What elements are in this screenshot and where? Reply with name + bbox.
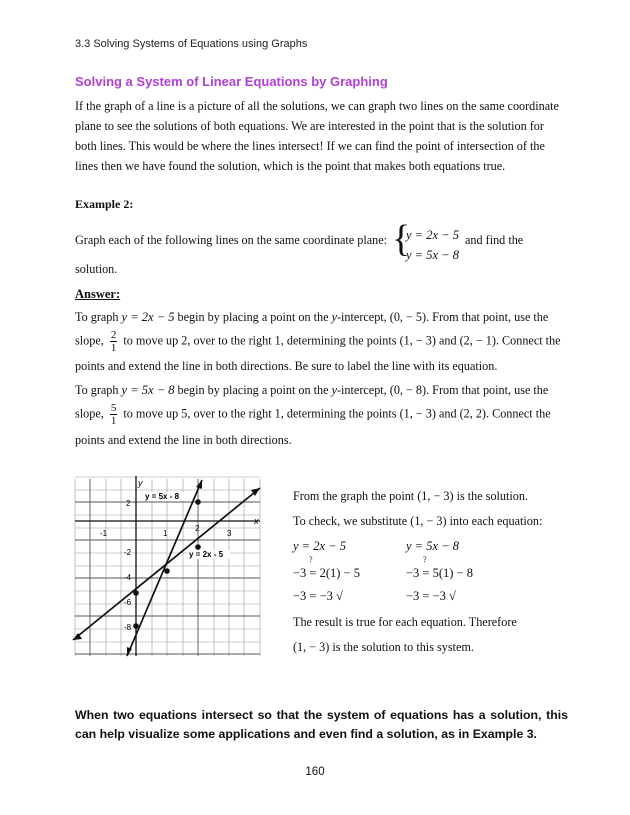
system-graph <box>70 474 270 660</box>
step1-line1 <box>75 309 570 325</box>
prompt-end: solution. <box>75 262 118 276</box>
point-2-neg1 <box>195 544 201 550</box>
y-axis-label: y <box>138 478 143 488</box>
tick-x-neg1: -1 <box>100 529 108 538</box>
step2-slope-word: slope, <box>75 406 104 421</box>
check-res1: −3 = −3 √ <box>293 589 343 603</box>
check-sub1: −3 = 2(1) − 5 <box>293 566 360 580</box>
example-label: Example 2: <box>75 197 134 211</box>
step2-a: To graph <box>75 383 119 397</box>
section-title: Solving a System of Linear Equations by Graphing <box>75 74 388 89</box>
step1-b: begin by placing a point on the <box>177 310 329 324</box>
result-statement: The result is true for each equation. Therefore <box>293 615 517 629</box>
step2-c: -intercept, (0, − 8). From that point, use the <box>336 383 549 397</box>
point-0-neg8 <box>133 623 139 629</box>
line-y-5x-8 <box>127 480 202 656</box>
step1-yvar: y <box>331 310 337 324</box>
q-mark-2: ? <box>423 555 427 564</box>
system-brace: { <box>392 218 411 260</box>
step2-slope-fraction <box>110 402 118 427</box>
grid <box>75 477 260 656</box>
system-eq1: y = 2x − 5 <box>406 228 459 242</box>
step2-line2 <box>75 402 570 427</box>
step1-eq: y = 2x − 5 <box>121 310 175 324</box>
major-grid <box>75 479 260 656</box>
tick-y-neg8: -8 <box>124 623 132 632</box>
equation-system <box>392 218 459 265</box>
tick-x-1: 1 <box>163 529 168 538</box>
answer-colon: : <box>115 287 121 301</box>
tick-x-2: 2 <box>195 524 200 533</box>
step1-slope-fraction <box>110 329 118 354</box>
running-header: 3.3 Solving Systems of Equations using Graphs <box>75 38 308 50</box>
closing-paragraph: When two equations intersect so that the system of equations has a solution, this can help visualize some applications and even find a solution, as in Example 3. <box>75 708 568 741</box>
step2-den: 1 <box>110 415 117 427</box>
step2-eq: y = 5x − 8 <box>121 383 175 397</box>
step2-line1 <box>75 382 570 398</box>
prompt-tail: and find the <box>465 233 524 247</box>
step2-yvar: y <box>331 383 337 397</box>
answer-heading <box>75 287 120 302</box>
tick-x-3: 3 <box>227 529 232 538</box>
step2-num: 5 <box>110 402 117 414</box>
point-0-neg5 <box>133 590 139 596</box>
step1-line3: points and extend the line in both directions. Be sure to label the line with its equation. <box>75 359 498 373</box>
point-2-2 <box>195 499 201 505</box>
step2-line3: points and extend the line in both directions. <box>75 433 292 447</box>
line2-arrow-end <box>196 480 202 489</box>
intro-paragraph: If the graph of a line is a picture of all the solutions, we can graph two lines on the same coordinate plane to see the solutions of both equations. We are interested in the point that is the solution for both lines. This would be where the lines intersect! If we can find the point of intersection of the lines then we have found the solution, which is the point that makes both equations true. <box>75 99 559 173</box>
line2-label: y = 5x - 8 <box>145 492 180 501</box>
check-res2: −3 = −3 √ <box>406 589 456 603</box>
tick-y-neg2: -2 <box>124 548 132 557</box>
x-axis-label: x <box>254 516 259 526</box>
prompt-lead: Graph each of the following lines on the same coordinate plane: <box>75 233 388 247</box>
step2-b: begin by placing a point on the <box>177 383 329 397</box>
check-intro: To check, we substitute (1, − 3) into each equation: <box>293 514 543 528</box>
answer-label: Answer <box>75 287 116 301</box>
solution-conclusion: (1, − 3) is the solution to this system. <box>293 640 474 654</box>
system-eq2: y = 5x − 8 <box>406 248 459 262</box>
step2-d: to move up 5, over to the right 1, determining the points (1, − 3) and (2, 2). Connect the <box>123 406 551 421</box>
line1-label: y = 2x - 5 <box>189 550 224 559</box>
step1-den: 1 <box>110 342 117 354</box>
step1-c: -intercept, (0, − 5). From that point, use the <box>336 310 549 324</box>
tick-y-neg4: -4 <box>124 573 132 582</box>
step1-line2 <box>75 329 570 354</box>
check-sub2: −3 = 5(1) − 8 <box>406 566 473 580</box>
q-mark-1: ? <box>309 555 313 564</box>
step1-num: 2 <box>110 329 117 341</box>
check-eq2: y = 5x − 8 <box>406 539 459 553</box>
step1-d: to move up 2, over to the right 1, determining the points (1, − 3) and (2, − 1). Connect the <box>123 333 561 348</box>
step1-a: To graph <box>75 310 119 324</box>
tick-y-2: 2 <box>126 499 131 508</box>
line2-arrow-start <box>127 647 132 656</box>
solution-statement: From the graph the point (1, − 3) is the solution. <box>293 489 529 503</box>
step1-slope-word: slope, <box>75 333 104 348</box>
check-eq1: y = 2x − 5 <box>293 539 346 553</box>
page-number: 160 <box>305 766 325 778</box>
tick-y-neg6: -6 <box>124 598 132 607</box>
point-1-neg3 <box>164 568 170 574</box>
